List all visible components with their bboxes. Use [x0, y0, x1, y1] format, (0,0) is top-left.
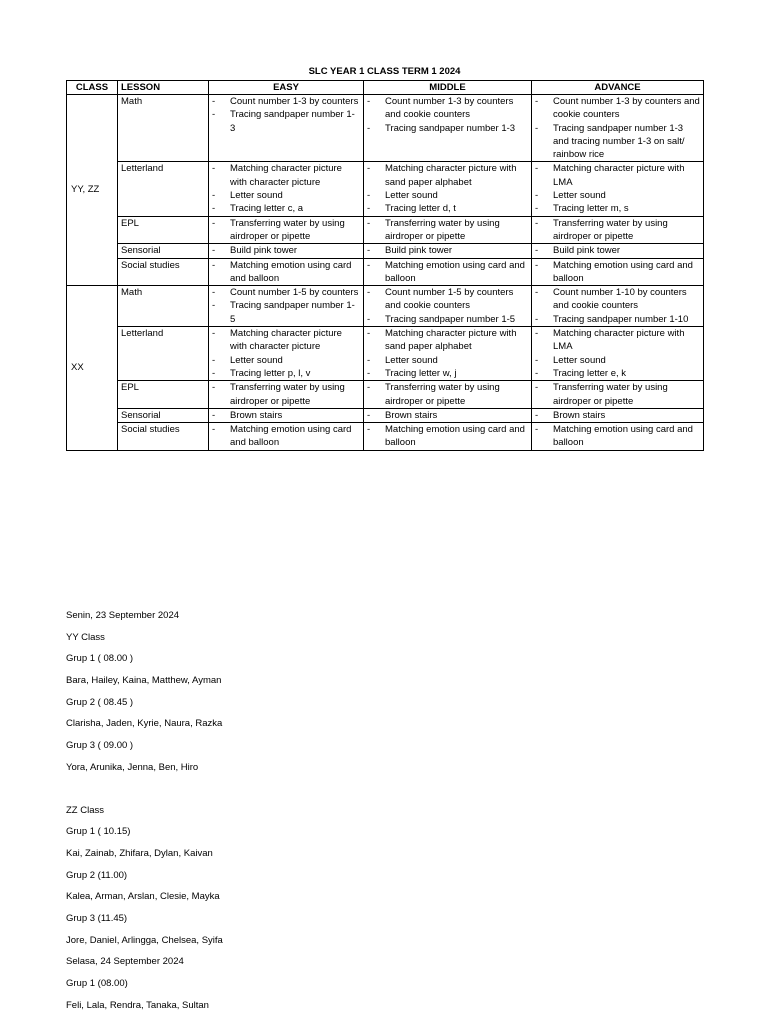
middle-cell: [364, 423, 532, 451]
easy-cell: [209, 423, 364, 451]
easy-cell: [209, 381, 364, 409]
list-item: - Transferring water by using airdroper or pipette: [212, 217, 360, 244]
advance-item-list: [535, 162, 700, 215]
advance-cell: [532, 423, 704, 451]
schedule-line: Selasa, 24 September 2024: [66, 956, 184, 968]
list-item: - Letter sound: [367, 354, 528, 367]
schedule-line: Grup 1 ( 08.00 ): [66, 653, 134, 665]
middle-cell: [364, 244, 532, 258]
schedule-line: Senin, 23 September 2024: [66, 610, 180, 621]
lesson-cell: EPL: [118, 381, 209, 409]
easy-item-list: [212, 244, 360, 257]
list-item: - Letter sound: [367, 189, 528, 202]
easy-cell: [209, 258, 364, 286]
easy-item-list: [212, 327, 360, 380]
list-item: - Matching character picture with LMA: [535, 327, 700, 354]
list-item: - Brown stairs: [212, 409, 360, 422]
middle-cell: [364, 258, 532, 286]
list-item: - Count number 1-10 by counters and cookie counters: [535, 286, 700, 313]
advance-item-list: [535, 286, 700, 326]
schedule-line: Grup 2 (11.00): [66, 869, 128, 881]
lesson-cell: EPL: [118, 216, 209, 244]
easy-cell: [209, 408, 364, 422]
table-row: [67, 381, 704, 409]
middle-item-list: [367, 162, 528, 215]
list-item: - Transferring water by using airdroper or pipette: [212, 381, 360, 408]
table-row: [67, 162, 704, 216]
list-item: - Transferring water by using airdroper or pipette: [535, 217, 700, 244]
middle-cell: [364, 216, 532, 244]
middle-item-list: [367, 95, 528, 135]
easy-item-list: [212, 259, 360, 286]
middle-item-list: [367, 286, 528, 326]
list-item: - Tracing sandpaper number 1-3: [367, 122, 528, 135]
table-body: [67, 95, 704, 451]
list-item: - Matching emotion using card and balloon: [212, 423, 360, 450]
middle-cell: [364, 95, 532, 162]
table-row: [67, 408, 704, 422]
lesson-cell: Letterland: [118, 162, 209, 216]
middle-cell: [364, 327, 532, 381]
list-item: - Count number 1-3 by counters: [212, 95, 360, 108]
schedule-line: Grup 1 ( 10.15): [66, 826, 131, 838]
advance-cell: [532, 286, 704, 327]
list-item: - Tracing letter c, a: [212, 202, 360, 215]
advance-item-list: [535, 381, 700, 408]
schedule-line: Kai, Zainab, Zhifara, Dylan, Kaivan: [66, 847, 213, 859]
list-item: - Tracing letter w, j: [367, 367, 528, 380]
list-item: - Transferring water by using airdroper or pipette: [367, 217, 528, 244]
schedule-line: Yora, Arunika, Jenna, Ben, Hiro: [66, 761, 199, 773]
table-header-row: [67, 81, 704, 95]
list-item: - Transferring water by using airdroper or pipette: [367, 381, 528, 408]
list-item: - Tracing sandpaper number 1-3 and tracing number 1-3 on salt/ rainbow rice: [535, 122, 700, 162]
easy-cell: [209, 162, 364, 216]
document-title: SLC YEAR 1 CLASS TERM 1 2024: [308, 66, 461, 77]
list-item: - Tracing sandpaper number 1-10: [535, 313, 700, 326]
schedule-line: Grup 2 ( 08.45 ): [66, 696, 134, 708]
list-item: - Transferring water by using airdroper or pipette: [535, 381, 700, 408]
list-item: - Matching emotion using card and balloon: [535, 259, 700, 286]
easy-item-list: [212, 162, 360, 215]
list-item: - Matching character picture with character picture: [212, 162, 360, 189]
list-item: - Count number 1-3 by counters and cookie counters: [367, 95, 528, 122]
advance-cell: [532, 216, 704, 244]
middle-cell: [364, 408, 532, 422]
list-item: - Tracing letter e, k: [535, 367, 700, 380]
table-row: [67, 95, 704, 162]
table-row: [67, 327, 704, 381]
schedule-line: Jore, Daniel, Arlingga, Chelsea, Syifa: [66, 934, 223, 946]
schedule-line: Kalea, Arman, Arslan, Clesie, Mayka: [66, 891, 220, 903]
header-easy: EASY: [209, 81, 364, 95]
lesson-cell: Social studies: [118, 423, 209, 451]
advance-cell: [532, 408, 704, 422]
list-item: - Tracing sandpaper number 1-5: [367, 313, 528, 326]
advance-cell: [532, 381, 704, 409]
lesson-cell: Sensorial: [118, 408, 209, 422]
list-item: - Count number 1-5 by counters: [212, 286, 360, 299]
list-item: - Tracing sandpaper number 1-3: [212, 108, 360, 135]
list-item: - Letter sound: [535, 189, 700, 202]
list-item: - Matching emotion using card and balloon: [212, 259, 360, 286]
middle-cell: [364, 381, 532, 409]
middle-cell: [364, 286, 532, 327]
advance-item-list: [535, 423, 700, 450]
list-item: - Tracing letter m, s: [535, 202, 700, 215]
advance-item-list: [535, 327, 700, 380]
schedule-line: Clarisha, Jaden, Kyrie, Naura, Razka: [66, 718, 223, 730]
lesson-cell: Sensorial: [118, 244, 209, 258]
schedule-line: ZZ Class: [66, 804, 104, 816]
lesson-cell: Math: [118, 286, 209, 327]
list-item: - Build pink tower: [535, 244, 700, 257]
middle-item-list: [367, 423, 528, 450]
header-middle: MIDDLE: [364, 81, 532, 95]
schedule-line: YY Class: [66, 631, 105, 643]
list-item: - Matching emotion using card and balloon: [367, 423, 528, 450]
schedule-line: Bara, Hailey, Kaina, Matthew, Ayman: [66, 675, 222, 687]
easy-item-list: [212, 95, 360, 135]
schedule-line: Grup 1 (08.00): [66, 978, 128, 989]
lesson-cell: Math: [118, 95, 209, 162]
schedule-line: Grup 3 (11.45): [66, 912, 128, 924]
advance-cell: [532, 244, 704, 258]
list-item: - Count number 1-3 by counters and cookie counters: [535, 95, 700, 122]
advance-item-list: [535, 95, 700, 161]
advance-item-list: [535, 217, 700, 244]
table-row: [67, 423, 704, 451]
list-item: - Brown stairs: [367, 409, 528, 422]
list-item: - Matching character picture with sand paper alphabet: [367, 327, 528, 354]
list-item: - Letter sound: [212, 189, 360, 202]
class-cell: YY, ZZ: [67, 95, 118, 286]
list-item: - Letter sound: [212, 354, 360, 367]
easy-cell: [209, 286, 364, 327]
list-item: - Matching character picture with LMA: [535, 162, 700, 189]
list-item: - Tracing sandpaper number 1-5: [212, 299, 360, 326]
easy-item-list: [212, 286, 360, 326]
list-item: - Count number 1-5 by counters and cookie counters: [367, 286, 528, 313]
easy-cell: [209, 327, 364, 381]
header-class: CLASS: [67, 81, 118, 95]
advance-cell: [532, 258, 704, 286]
advance-cell: [532, 95, 704, 162]
advance-item-list: [535, 409, 700, 422]
easy-item-list: [212, 409, 360, 422]
advance-item-list: [535, 259, 700, 286]
middle-item-list: [367, 217, 528, 244]
middle-item-list: [367, 409, 528, 422]
header-advance: ADVANCE: [532, 81, 704, 95]
middle-item-list: [367, 327, 528, 380]
advance-item-list: [535, 244, 700, 257]
list-item: - Build pink tower: [212, 244, 360, 257]
easy-cell: [209, 95, 364, 162]
easy-item-list: [212, 423, 360, 450]
list-item: - Letter sound: [535, 354, 700, 367]
class-cell: XX: [67, 286, 118, 451]
lesson-cell: Social studies: [118, 258, 209, 286]
list-item: - Matching emotion using card and balloon: [535, 423, 700, 450]
easy-item-list: [212, 217, 360, 244]
table-row: [67, 216, 704, 244]
advance-cell: [532, 327, 704, 381]
header-lesson: LESSON: [118, 81, 209, 95]
middle-item-list: [367, 381, 528, 408]
list-item: - Tracing letter p, l, v: [212, 367, 360, 380]
list-item: - Tracing letter d, t: [367, 202, 528, 215]
advance-cell: [532, 162, 704, 216]
list-item: - Matching character picture with character picture: [212, 327, 360, 354]
schedule-line: Grup 3 ( 09.00 ): [66, 740, 134, 752]
lesson-cell: Letterland: [118, 327, 209, 381]
lesson-plan-table: [66, 80, 704, 451]
easy-item-list: [212, 381, 360, 408]
middle-item-list: [367, 259, 528, 286]
schedule-section: [66, 605, 706, 1016]
middle-item-list: [367, 244, 528, 257]
table-row: [67, 244, 704, 258]
table-row: [67, 258, 704, 286]
list-item: - Build pink tower: [367, 244, 528, 257]
list-item: - Brown stairs: [535, 409, 700, 422]
table-row: [67, 286, 704, 327]
list-item: - Matching character picture with sand paper alphabet: [367, 162, 528, 189]
easy-cell: [209, 216, 364, 244]
list-item: - Matching emotion using card and balloon: [367, 259, 528, 286]
easy-cell: [209, 244, 364, 258]
schedule-line: Feli, Lala, Rendra, Tanaka, Sultan: [66, 999, 209, 1011]
middle-cell: [364, 162, 532, 216]
